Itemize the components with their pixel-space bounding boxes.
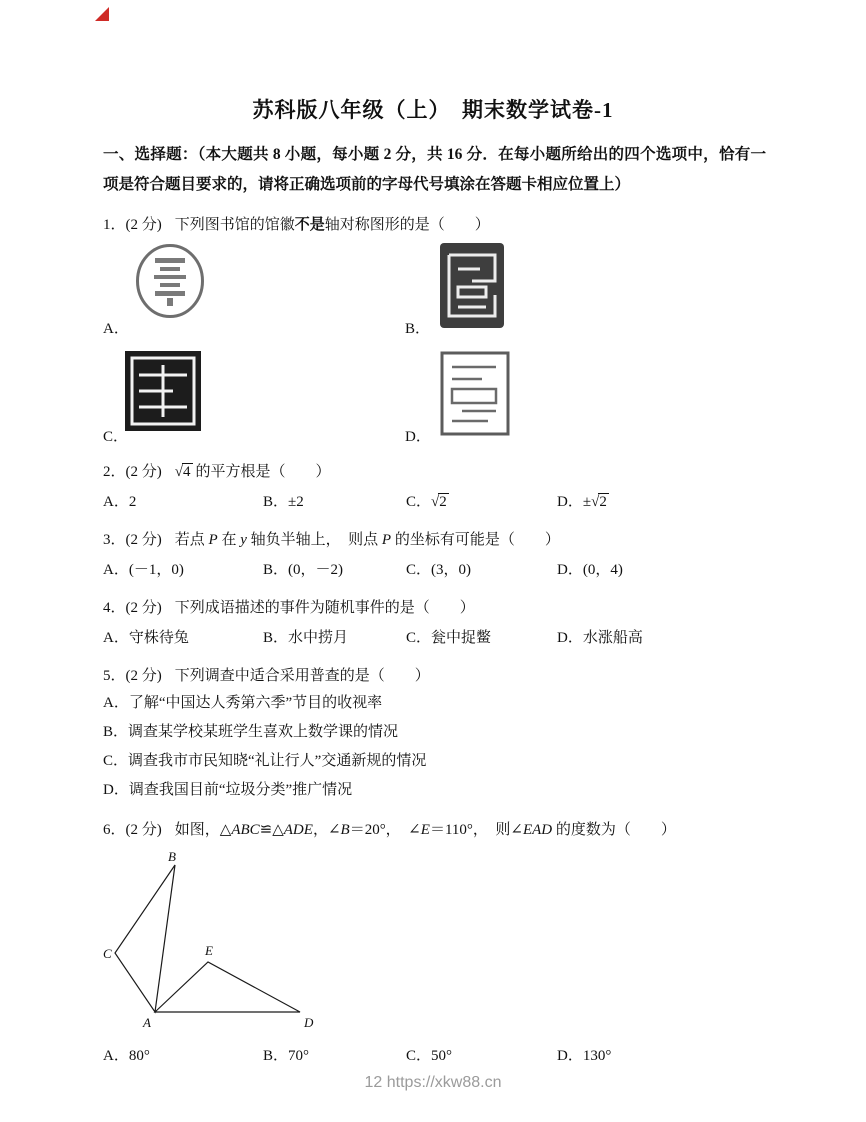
stem-text: 的平方根是（ ） bbox=[195, 464, 331, 480]
math-var: ADE bbox=[283, 822, 313, 838]
q1-option-a bbox=[103, 243, 405, 339]
question-number: 2． bbox=[103, 464, 126, 480]
stem-text: ＝110°， 则∠ bbox=[429, 822, 523, 838]
point-label-d: D bbox=[304, 1015, 314, 1030]
point-label-b: B bbox=[168, 849, 176, 864]
question-5-stem bbox=[103, 663, 766, 689]
option-a: A．(－1，0) bbox=[103, 562, 184, 578]
question-points: (2 分) bbox=[125, 668, 162, 684]
question-5 bbox=[103, 663, 766, 805]
sqrt-sign: √ bbox=[431, 494, 440, 510]
point-label-a: A bbox=[143, 1015, 151, 1030]
option-text: ±2 bbox=[288, 494, 304, 510]
question-4 bbox=[103, 595, 766, 651]
option-d bbox=[557, 489, 766, 515]
stem-text: 下列成语描述的事件为随机事件的是（ ） bbox=[174, 600, 475, 616]
round-library-seal-icon bbox=[135, 243, 205, 324]
math-var: y bbox=[240, 532, 247, 548]
point-label-e: E bbox=[205, 943, 213, 958]
sqrt-sign: √ bbox=[174, 464, 183, 480]
stem-text: 的坐标有可能是（ ） bbox=[391, 532, 560, 548]
question-number: 3． bbox=[103, 532, 126, 548]
sqrt-expression bbox=[431, 494, 449, 510]
sqrt-expression bbox=[175, 464, 193, 480]
q6-figure bbox=[103, 849, 766, 1039]
option-a: A．了解“中国达人秀第六季”节目的收视率 bbox=[103, 695, 383, 711]
stem-text: 如图，△ bbox=[174, 822, 232, 838]
sqrt-radicand: 2 bbox=[439, 494, 447, 510]
question-1-stem bbox=[103, 212, 766, 238]
question-2 bbox=[103, 459, 766, 515]
page-title: 苏科版八年级（上） 期末数学试卷-1 bbox=[252, 98, 614, 122]
stem-text: 的度数为（ ） bbox=[552, 822, 676, 838]
q4-options bbox=[103, 625, 766, 651]
stem-emphasis: 不是 bbox=[294, 217, 325, 233]
option-d: D．130° bbox=[557, 1048, 612, 1064]
option-label: C． bbox=[103, 429, 129, 445]
question-4-stem bbox=[103, 595, 766, 621]
question-points: (2 分) bbox=[125, 217, 162, 233]
question-points: (2 分) bbox=[125, 600, 162, 616]
math-var: P bbox=[381, 532, 392, 548]
q1-image-row-1 bbox=[103, 243, 766, 339]
option-d: D．水涨船高 bbox=[557, 630, 643, 646]
q2-options bbox=[103, 489, 766, 515]
question-points: (2 分) bbox=[125, 464, 162, 480]
option-d: D．(0，4) bbox=[557, 562, 623, 578]
question-3 bbox=[103, 527, 766, 583]
red-flag-icon bbox=[94, 6, 112, 22]
option-label: A． bbox=[103, 494, 129, 510]
option-a: A．守株待兔 bbox=[103, 630, 189, 646]
question-3-stem bbox=[103, 527, 766, 553]
sqrt-sign: √ bbox=[591, 494, 600, 510]
option-b: B．(0，－2) bbox=[263, 562, 343, 578]
math-var: B bbox=[340, 822, 350, 838]
question-6-stem bbox=[103, 817, 766, 843]
question-number: 5． bbox=[103, 668, 126, 684]
option-c bbox=[406, 489, 557, 515]
question-2-stem bbox=[103, 459, 766, 485]
option-label: D． bbox=[557, 494, 583, 510]
stem-text: ，∠ bbox=[312, 822, 341, 838]
option-a: A．80° bbox=[103, 1048, 150, 1064]
sqrt-radicand: 2 bbox=[599, 494, 607, 510]
stem-text: 轴对称图形的是（ ） bbox=[324, 217, 490, 233]
outline-square-library-seal-icon bbox=[440, 351, 510, 441]
section-heading: 一、选择题：（本大题共 8 小题，每小题 2 分，共 16 分．在每小题所给出的四个选项中，恰有一项是符合题目要求的，请将正确选项前的字母代号填涂在答题卡相应位置上） bbox=[103, 146, 766, 193]
option-b: B．水中捞月 bbox=[263, 630, 349, 646]
option-b: B．调查某学校某班学生喜欢上数学课的情况 bbox=[103, 724, 399, 740]
q1-image-row-2 bbox=[103, 351, 766, 447]
page-footer: 12 https://xkw88.cn bbox=[364, 1074, 502, 1091]
option-label: B． bbox=[263, 494, 289, 510]
q1-option-c bbox=[103, 351, 405, 447]
option-c: C．(3，0) bbox=[406, 562, 471, 578]
option-a bbox=[103, 489, 263, 515]
q3-options bbox=[103, 557, 766, 583]
stem-text: 轴负半轴上， 则点 bbox=[246, 532, 382, 548]
question-points: (2 分) bbox=[125, 532, 162, 548]
stem-text: ≌△ bbox=[259, 822, 284, 838]
exam-content bbox=[103, 140, 766, 1069]
option-label: D． bbox=[405, 429, 431, 445]
option-label: A． bbox=[103, 321, 129, 337]
option-c: C．调查我市市民知晓“礼让行人”交通新规的情况 bbox=[103, 753, 427, 769]
stem-text: 下列图书馆的馆徽 bbox=[174, 217, 295, 233]
sqrt-expression bbox=[591, 494, 609, 510]
option-b: B．70° bbox=[263, 1048, 310, 1064]
stem-text: 下列调查中适合采用普查的是（ ） bbox=[174, 668, 430, 684]
sqrt-radicand: 4 bbox=[183, 464, 191, 480]
question-1 bbox=[103, 212, 766, 447]
option-text: 2 bbox=[128, 494, 137, 510]
math-var: ABC bbox=[231, 822, 260, 838]
q1-option-b bbox=[405, 243, 766, 339]
option-c: C．瓮中捉鳖 bbox=[406, 630, 492, 646]
dark-square-library-seal-icon bbox=[440, 243, 504, 333]
math-var: EAD bbox=[522, 822, 553, 838]
stem-text: 在 bbox=[217, 532, 241, 548]
q6-triangle-figure bbox=[103, 849, 333, 1034]
question-6 bbox=[103, 817, 766, 1069]
plus-minus-sign: ± bbox=[582, 494, 592, 510]
point-label-c: C bbox=[103, 946, 112, 961]
stem-text: 若点 bbox=[174, 532, 209, 548]
q6-options bbox=[103, 1043, 766, 1069]
question-number: 6． bbox=[103, 822, 126, 838]
option-d: D．调查我国目前“垃圾分类”推广情况 bbox=[103, 782, 353, 798]
black-square-library-seal-icon bbox=[125, 351, 201, 436]
math-var: P bbox=[208, 532, 218, 548]
option-label: B． bbox=[405, 321, 431, 337]
option-label: C． bbox=[406, 494, 432, 510]
option-c: C．50° bbox=[406, 1048, 453, 1064]
question-points: (2 分) bbox=[125, 822, 162, 838]
option-b bbox=[263, 489, 406, 515]
question-number: 1． bbox=[103, 217, 126, 233]
stem-text: ＝20°， ∠ bbox=[349, 822, 421, 838]
math-var: E bbox=[420, 822, 430, 838]
question-number: 4． bbox=[103, 600, 126, 616]
q1-option-d bbox=[405, 351, 766, 447]
